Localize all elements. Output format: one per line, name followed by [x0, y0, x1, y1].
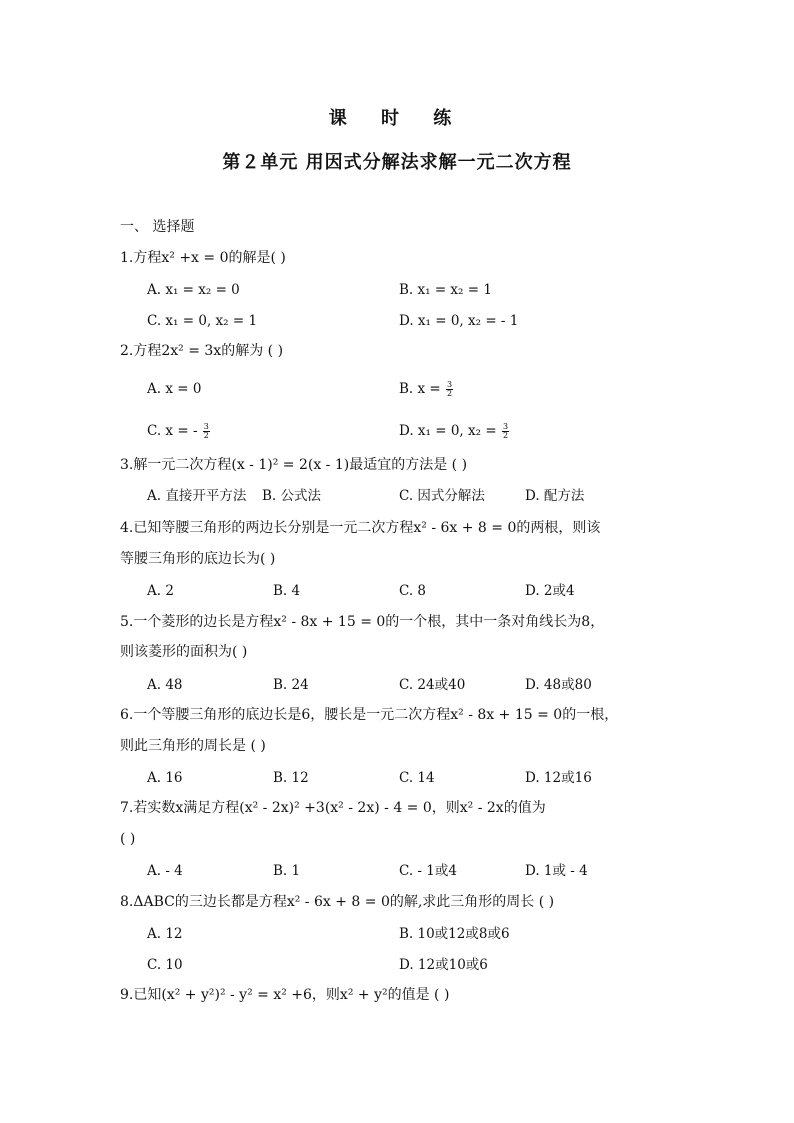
option-c: C. 因式分解法: [399, 488, 485, 504]
option-c: C. 8: [399, 583, 427, 599]
option-b: B. 24: [273, 677, 309, 693]
option-d: D. 配方法: [525, 488, 585, 504]
fraction-numerator: 3: [447, 380, 453, 389]
fraction: [502, 423, 509, 440]
option-d: D. x₁ = 0, x₂ = - 1: [399, 313, 519, 329]
option-c: C. 24或40: [399, 677, 466, 693]
section-heading: 一、 选择题: [120, 219, 195, 235]
page-title: 课 时 练: [328, 108, 466, 129]
question-stem-continued: 则此三角形的周长是 ( ): [120, 738, 266, 754]
option-b: B. 4: [273, 583, 301, 599]
option-a: A. 16: [147, 770, 183, 786]
question-stem: 1.方程x² +x = 0的解是( ): [120, 250, 286, 266]
option-b: [399, 380, 454, 398]
question-stem-continued: 则该菱形的面积为( ): [120, 644, 248, 660]
option-b: B. 公式法: [262, 488, 322, 504]
fraction-denominator: 2: [447, 389, 453, 398]
option-c: C. x₁ = 0, x₂ = 1: [147, 313, 258, 329]
option-b: B. 1: [273, 863, 301, 879]
option-a: A. x₁ = x₂ = 0: [147, 282, 240, 298]
option-a: A. x = 0: [147, 381, 202, 397]
option-c-text: C. x = -: [147, 423, 198, 439]
option-d: D. 12或10或6: [399, 957, 488, 973]
option-a: A. 12: [147, 926, 183, 942]
question-stem: 2.方程2x² = 3x的解为 ( ): [120, 343, 284, 359]
option-c: C. 14: [399, 770, 435, 786]
fraction-numerator: 3: [502, 422, 509, 431]
option-a: A. 直接开平方法: [147, 488, 247, 504]
question-stem: 4.已知等腰三角形的两边长分别是一元二次方程x² - 6x + 8 = 0的两根，则该: [120, 520, 601, 536]
option-c: [147, 422, 211, 440]
fraction-numerator: 3: [203, 422, 209, 431]
question-stem: 8.ΔABC的三边长都是方程x² - 6x + 8 = 0的解,求此三角形的周长 ( ): [120, 894, 555, 910]
option-c: C. 10: [147, 957, 183, 973]
fraction: [446, 381, 453, 398]
fraction-denominator: 2: [502, 431, 509, 440]
option-a: A. 2: [147, 583, 174, 599]
option-d-text: D. x₁ = 0, x₂ =: [399, 423, 497, 439]
question-stem: 9.已知(x² + y²)² - y² = x² +6，则x² + y²的值是 ( ): [120, 987, 450, 1003]
question-stem: 7.若实数x满足方程(x² - 2x)² +3(x² - 2x) - 4 = 0，则x² - 2x的值为: [120, 800, 546, 816]
question-stem: 6.一个等腰三角形的底边长是6，腰长是一元二次方程x² - 8x + 15 = 0的一根，: [120, 707, 619, 723]
fraction-denominator: 2: [203, 431, 209, 440]
option-b: B. 12: [273, 770, 309, 786]
option-c: C. - 1或4: [399, 863, 457, 879]
option-a: A. 48: [147, 677, 183, 693]
option-b: B. x₁ = x₂ = 1: [399, 282, 492, 298]
question-stem: 3.解一元二次方程(x - 1)² = 2(x - 1)最适宜的方法是 ( ): [120, 457, 468, 473]
option-b-text: B. x =: [399, 381, 441, 397]
option-d: D. 12或16: [525, 770, 592, 786]
question-stem-continued: 等腰三角形的底边长为( ): [120, 551, 276, 567]
question-stem-continued: ( ): [120, 831, 136, 847]
option-d: [399, 422, 510, 440]
question-stem: 5.一个菱形的边长是方程x² - 8x + 15 = 0的一个根，其中一条对角线长为8，: [120, 614, 605, 630]
option-a: A. - 4: [147, 863, 183, 879]
option-d: D. 48或80: [525, 677, 592, 693]
option-b: B. 10或12或8或6: [399, 926, 510, 942]
page-subtitle: 第２单元 用因式分解法求解一元二次方程: [222, 152, 572, 173]
option-d: D. 2或4: [525, 583, 575, 599]
option-d: D. 1或 - 4: [525, 863, 588, 879]
fraction: [203, 423, 210, 440]
